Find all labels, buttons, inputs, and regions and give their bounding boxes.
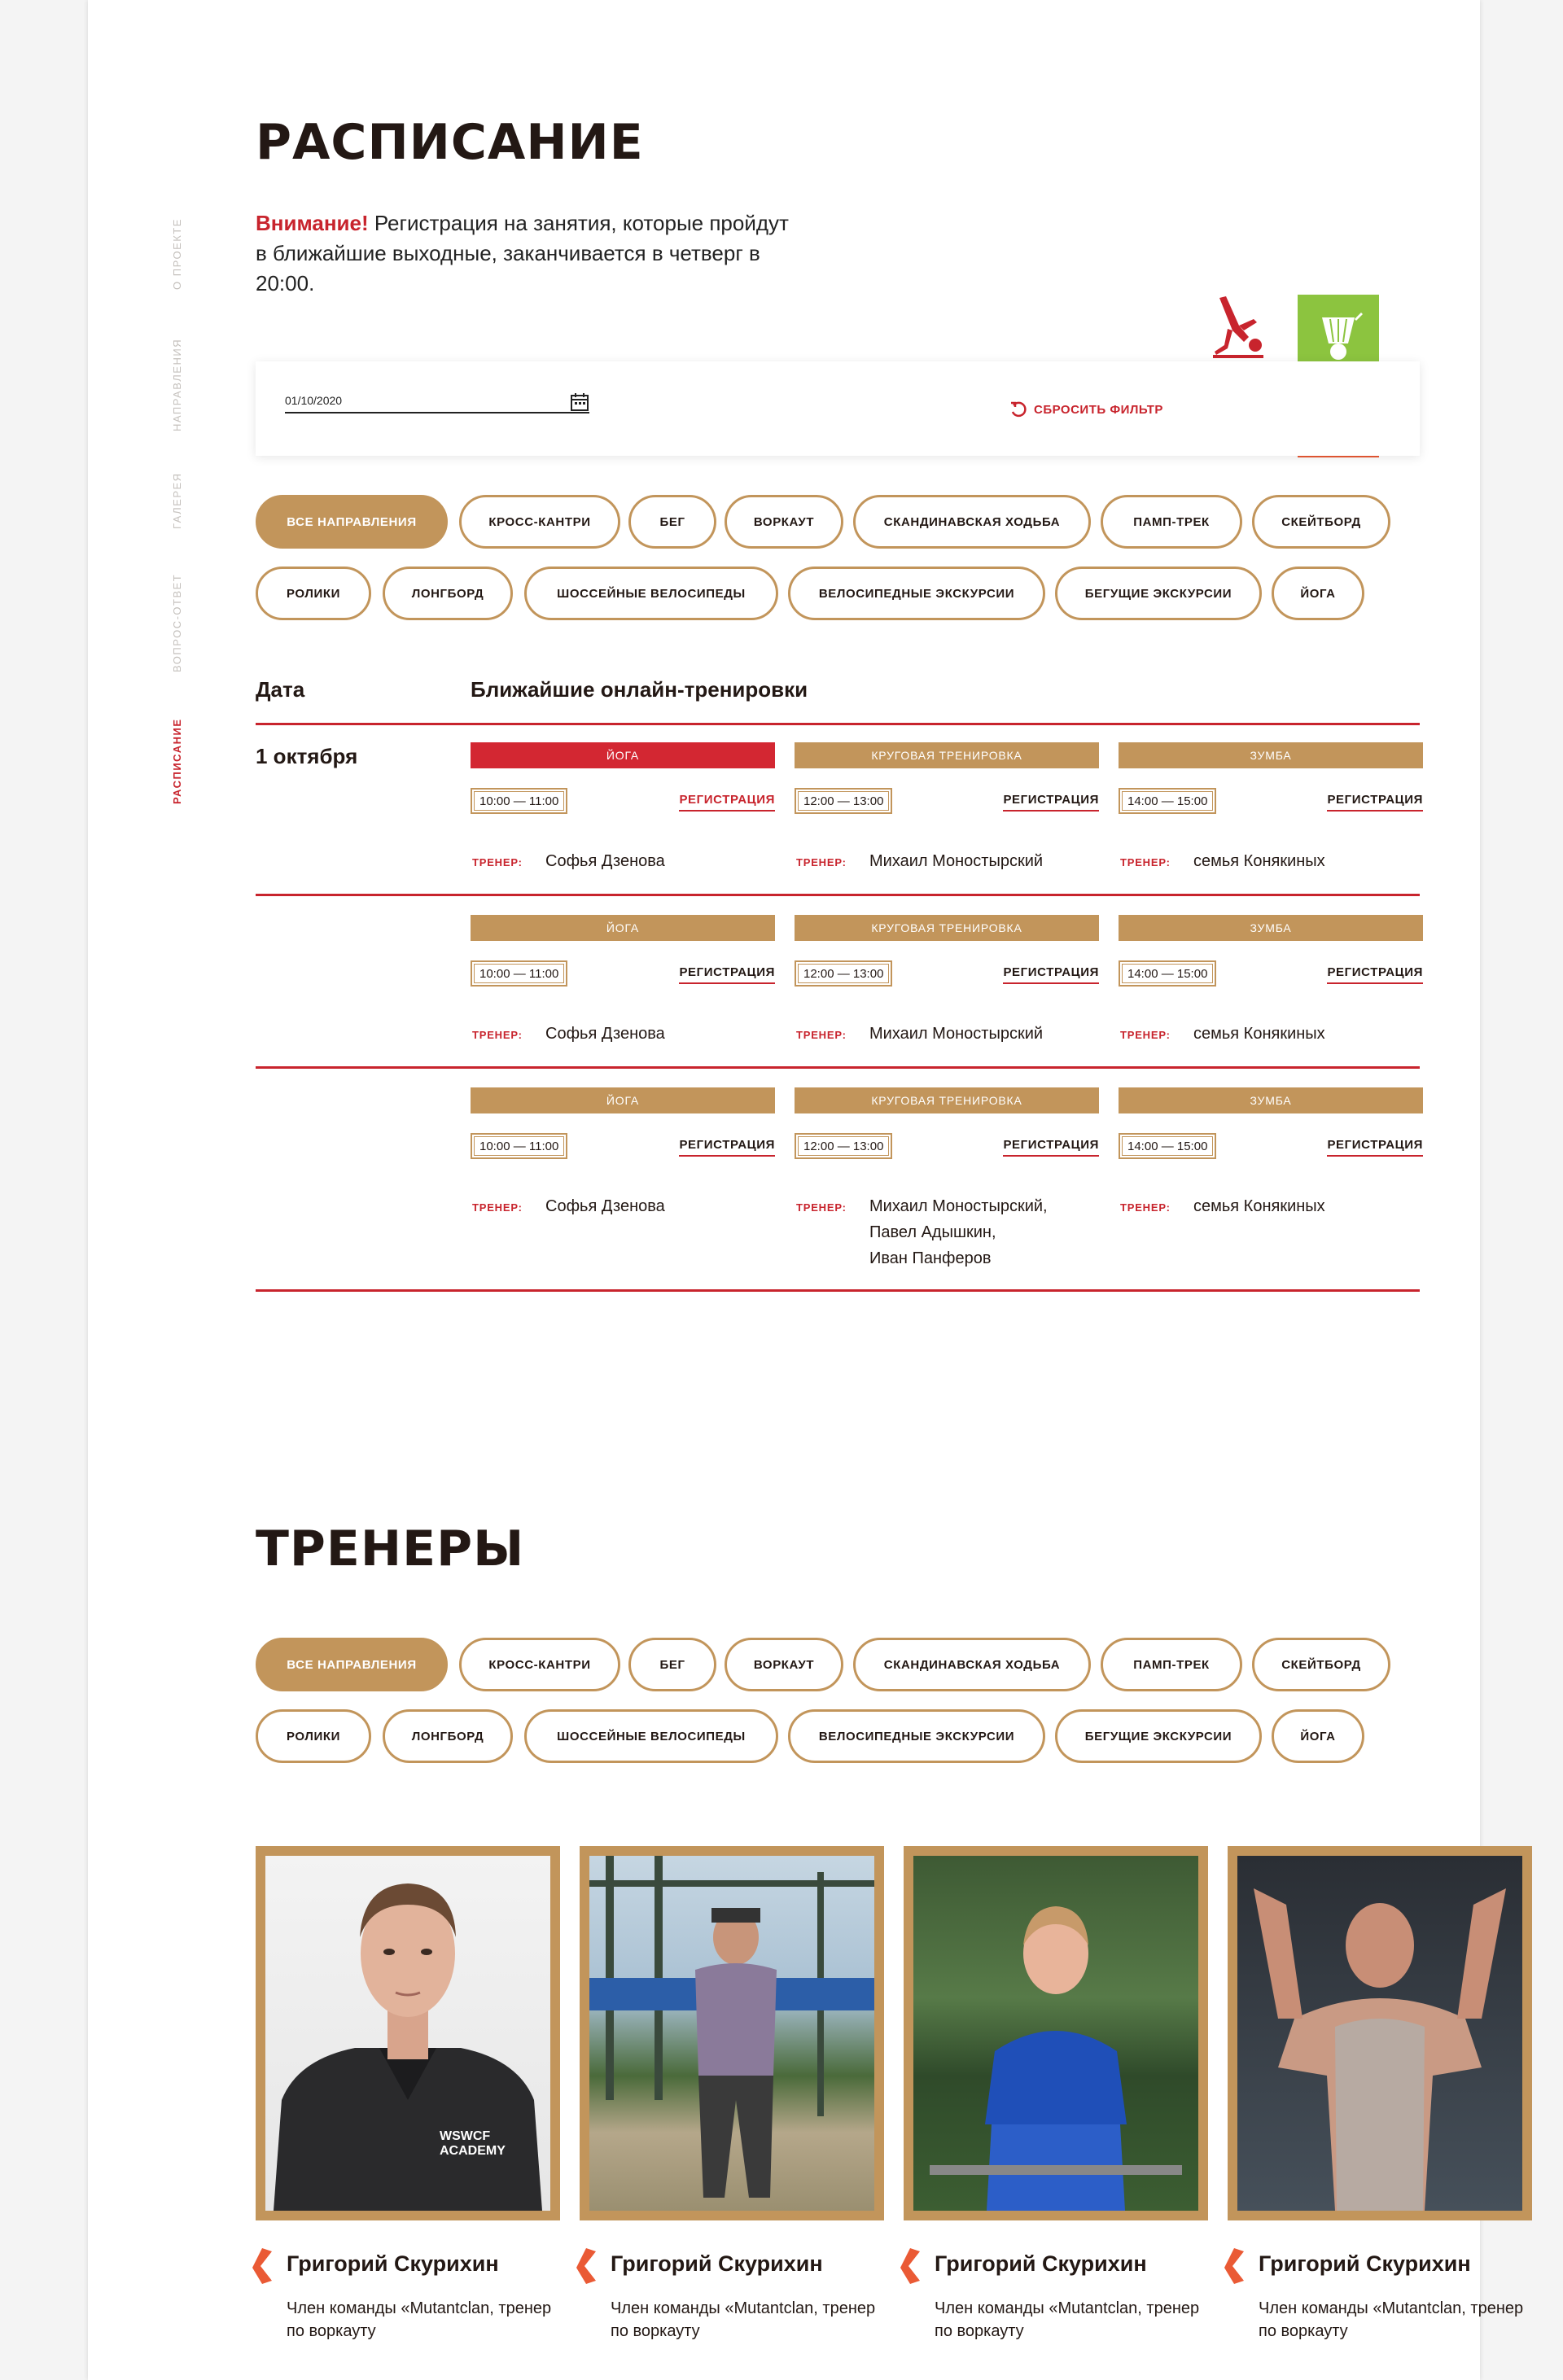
trainer-label: ТРЕНЕР: (796, 1029, 847, 1041)
filter-pill[interactable]: РОЛИКИ (256, 567, 371, 620)
register-link[interactable]: РЕГИСТРАЦИЯ (1003, 1138, 1099, 1157)
trainer-label: ТРЕНЕР: (472, 1029, 523, 1041)
trainer-label: ТРЕНЕР: (472, 856, 523, 868)
row-divider (256, 894, 1420, 896)
trainer-name: Софья Дзенова (545, 1025, 665, 1043)
trainer-photo (913, 1856, 1198, 2211)
shirt-print: WSWCF ACADEMY (440, 2129, 506, 2158)
class-name-bar: КРУГОВАЯ ТРЕНИРОВКА (795, 915, 1099, 941)
column-trainings-header: Ближайшие онлайн-тренировки (471, 677, 808, 702)
filter-pill[interactable]: ПАМП-ТРЕК (1101, 495, 1242, 549)
day-label: 1 октября (256, 744, 358, 768)
class-name-bar: КРУГОВАЯ ТРЕНИРОВКА (795, 742, 1099, 768)
nav-gallery[interactable]: ГАЛЕРЕЯ (171, 472, 183, 529)
filter-pill[interactable]: РОЛИКИ (256, 1709, 371, 1763)
schedule-title: РАСПИСАНИЕ (256, 114, 644, 171)
filter-pill[interactable]: ВОРКАУТ (725, 1638, 843, 1691)
filter-pill[interactable]: СКЕЙТБОРД (1252, 1638, 1390, 1691)
register-link[interactable]: РЕГИСТРАЦИЯ (1003, 965, 1099, 984)
reset-filter-label: СБРОСИТЬ ФИЛЬТР (1034, 402, 1163, 417)
time-slot: 10:00 — 11:00 (471, 1133, 567, 1159)
row-divider (256, 1289, 1420, 1292)
time-slot: 14:00 — 15:00 (1119, 788, 1216, 814)
reset-filter-button[interactable] (1009, 400, 1163, 418)
nav-about[interactable]: О ПРОЕКТЕ (171, 218, 183, 290)
filter-pill[interactable]: ПАМП-ТРЕК (1101, 1638, 1242, 1691)
trainer-description: Член команды «Mutantclan, тренер по воркауту (935, 2299, 1200, 2340)
filter-pill[interactable]: СКАНДИНАВСКАЯ ХОДЬБА (853, 1638, 1091, 1691)
time-slot: 10:00 — 11:00 (471, 960, 567, 987)
filter-pill[interactable]: ШОССЕЙНЫЕ ВЕЛОСИПЕДЫ (524, 1709, 778, 1763)
filter-pill[interactable]: ВЕЛОСИПЕДНЫЕ ЭКСКУРСИИ (788, 567, 1045, 620)
class-name-bar: ЙОГА (471, 742, 775, 768)
time-slot: 14:00 — 15:00 (1119, 1133, 1216, 1159)
register-link[interactable]: РЕГИСТРАЦИЯ (1003, 793, 1099, 812)
register-link[interactable]: РЕГИСТРАЦИЯ (679, 965, 775, 984)
filter-pill[interactable]: ВЕЛОСИПЕДНЫЕ ЭКСКУРСИИ (788, 1709, 1045, 1763)
filter-pill[interactable]: ЛОНГБОРД (383, 567, 513, 620)
table-top-line (256, 723, 1420, 725)
trainer-photo (265, 1856, 550, 2211)
trainer-name: семья Конякиных (1193, 1197, 1325, 1215)
trainer-name: семья Конякиных (1193, 852, 1325, 870)
trainer-label: ТРЕНЕР: (796, 1201, 847, 1214)
filter-pill[interactable]: ЙОГА (1272, 1709, 1364, 1763)
filter-pill[interactable]: КРОСС-КАНТРИ (459, 1638, 620, 1691)
trainer-name[interactable]: Григорий Скурихин (287, 2251, 499, 2276)
trainer-photo (1237, 1856, 1522, 2211)
register-link[interactable]: РЕГИСТРАЦИЯ (679, 1138, 775, 1157)
filter-pill[interactable]: БЕГУЩИЕ ЭКСКУРСИИ (1055, 567, 1262, 620)
date-value: 01/10/2020 (285, 394, 343, 407)
trainer-name: Михаил Моностырский, Павел Адышкин, Иван Панферов (869, 1197, 1048, 1267)
filter-pill[interactable]: СКАНДИНАВСКАЯ ХОДЬБА (853, 495, 1091, 549)
class-name-bar: ЗУМБА (1119, 1087, 1423, 1113)
filter-pill[interactable]: ШОССЕЙНЫЕ ВЕЛОСИПЕДЫ (524, 567, 778, 620)
register-link[interactable]: РЕГИСТРАЦИЯ (679, 793, 775, 812)
time-slot: 12:00 — 13:00 (795, 1133, 892, 1159)
brand-mark-icon (251, 2248, 274, 2288)
filter-pill[interactable]: ВОРКАУТ (725, 495, 843, 549)
schedule-filter-bar (256, 361, 1420, 456)
class-name-bar: ЗУМБА (1119, 742, 1423, 768)
time-slot: 12:00 — 13:00 (795, 788, 892, 814)
register-link[interactable]: РЕГИСТРАЦИЯ (1327, 965, 1423, 984)
class-name-bar: ЙОГА (471, 1087, 775, 1113)
trainer-name[interactable]: Григорий Скурихин (935, 2251, 1147, 2276)
column-date-header: Дата (256, 677, 305, 702)
reset-icon (1009, 400, 1027, 418)
register-link[interactable]: РЕГИСТРАЦИЯ (1327, 1138, 1423, 1157)
brand-mark-icon (575, 2248, 598, 2288)
notice-text: Регистрация на занятия, которые пройдут в ближайшие выходные, заканчивается в четверг в 20:00. (256, 211, 789, 295)
class-name-bar: КРУГОВАЯ ТРЕНИРОВКА (795, 1087, 1099, 1113)
time-slot: 12:00 — 13:00 (795, 960, 892, 987)
trainer-label: ТРЕНЕР: (796, 856, 847, 868)
filter-pill[interactable]: ЛОНГБОРД (383, 1709, 513, 1763)
notice-bold: Внимание! (256, 211, 369, 235)
page (88, 0, 1524, 2380)
trainer-photo (589, 1856, 874, 2211)
trainer-name: Михаил Моностырский (869, 1025, 1044, 1043)
trainer-name: Софья Дзенова (545, 852, 665, 870)
filter-pill[interactable]: БЕГ (628, 1638, 716, 1691)
registration-notice (256, 208, 793, 299)
trainer-card[interactable] (1228, 1846, 1532, 2220)
trainers-title: ТРЕНЕРЫ (256, 1520, 525, 1577)
trainer-description: Член команды «Mutantclan, тренер по воркауту (611, 2299, 876, 2340)
trainer-name: Михаил Моностырский (869, 852, 1044, 870)
filter-pill[interactable]: ВСЕ НАПРАВЛЕНИЯ (256, 495, 448, 549)
trainer-name: Софья Дзенова (545, 1197, 665, 1215)
filter-pill[interactable]: КРОСС-КАНТРИ (459, 495, 620, 549)
trainer-card[interactable] (904, 1846, 1208, 2220)
class-name-bar: ЗУМБА (1119, 915, 1423, 941)
trainer-name[interactable]: Григорий Скурихин (1259, 2251, 1471, 2276)
class-name-bar: ЙОГА (471, 915, 775, 941)
filter-pill[interactable]: ЙОГА (1272, 567, 1364, 620)
trainer-name: семья Конякиных (1193, 1025, 1325, 1043)
time-slot: 14:00 — 15:00 (1119, 960, 1216, 987)
filter-pill[interactable]: БЕГУЩИЕ ЭКСКУРСИИ (1055, 1709, 1262, 1763)
flip-athlete-icon[interactable] (1211, 295, 1270, 361)
trainer-card[interactable] (580, 1846, 884, 2220)
filter-pill[interactable]: БЕГ (628, 495, 716, 549)
register-link[interactable]: РЕГИСТРАЦИЯ (1327, 793, 1423, 812)
filter-pill[interactable]: ВСЕ НАПРАВЛЕНИЯ (256, 1638, 448, 1691)
trainer-card[interactable] (256, 1846, 560, 2220)
trainer-label: ТРЕНЕР: (1120, 1201, 1171, 1214)
brand-mark-icon (1223, 2248, 1246, 2288)
nav-directions[interactable]: НАПРАВЛЕНИЯ (171, 338, 183, 431)
date-input[interactable] (285, 394, 589, 413)
trainer-label: ТРЕНЕР: (1120, 856, 1171, 868)
nav-faq[interactable]: ВОПРОС-ОТВЕТ (171, 573, 183, 672)
calendar-icon[interactable] (570, 392, 589, 412)
nav-schedule[interactable]: РАСПИСАНИЕ (171, 718, 183, 804)
trainer-label: ТРЕНЕР: (1120, 1029, 1171, 1041)
trainer-description: Член команды «Mutantclan, тренер по воркауту (287, 2299, 552, 2340)
brand-mark-icon (899, 2248, 922, 2288)
trainer-description: Член команды «Mutantclan, тренер по воркауту (1259, 2299, 1524, 2340)
row-divider (256, 1066, 1420, 1069)
trainer-label: ТРЕНЕР: (472, 1201, 523, 1214)
filter-pill[interactable]: СКЕЙТБОРД (1252, 495, 1390, 549)
time-slot: 10:00 — 11:00 (471, 788, 567, 814)
trainer-name[interactable]: Григорий Скурихин (611, 2251, 823, 2276)
